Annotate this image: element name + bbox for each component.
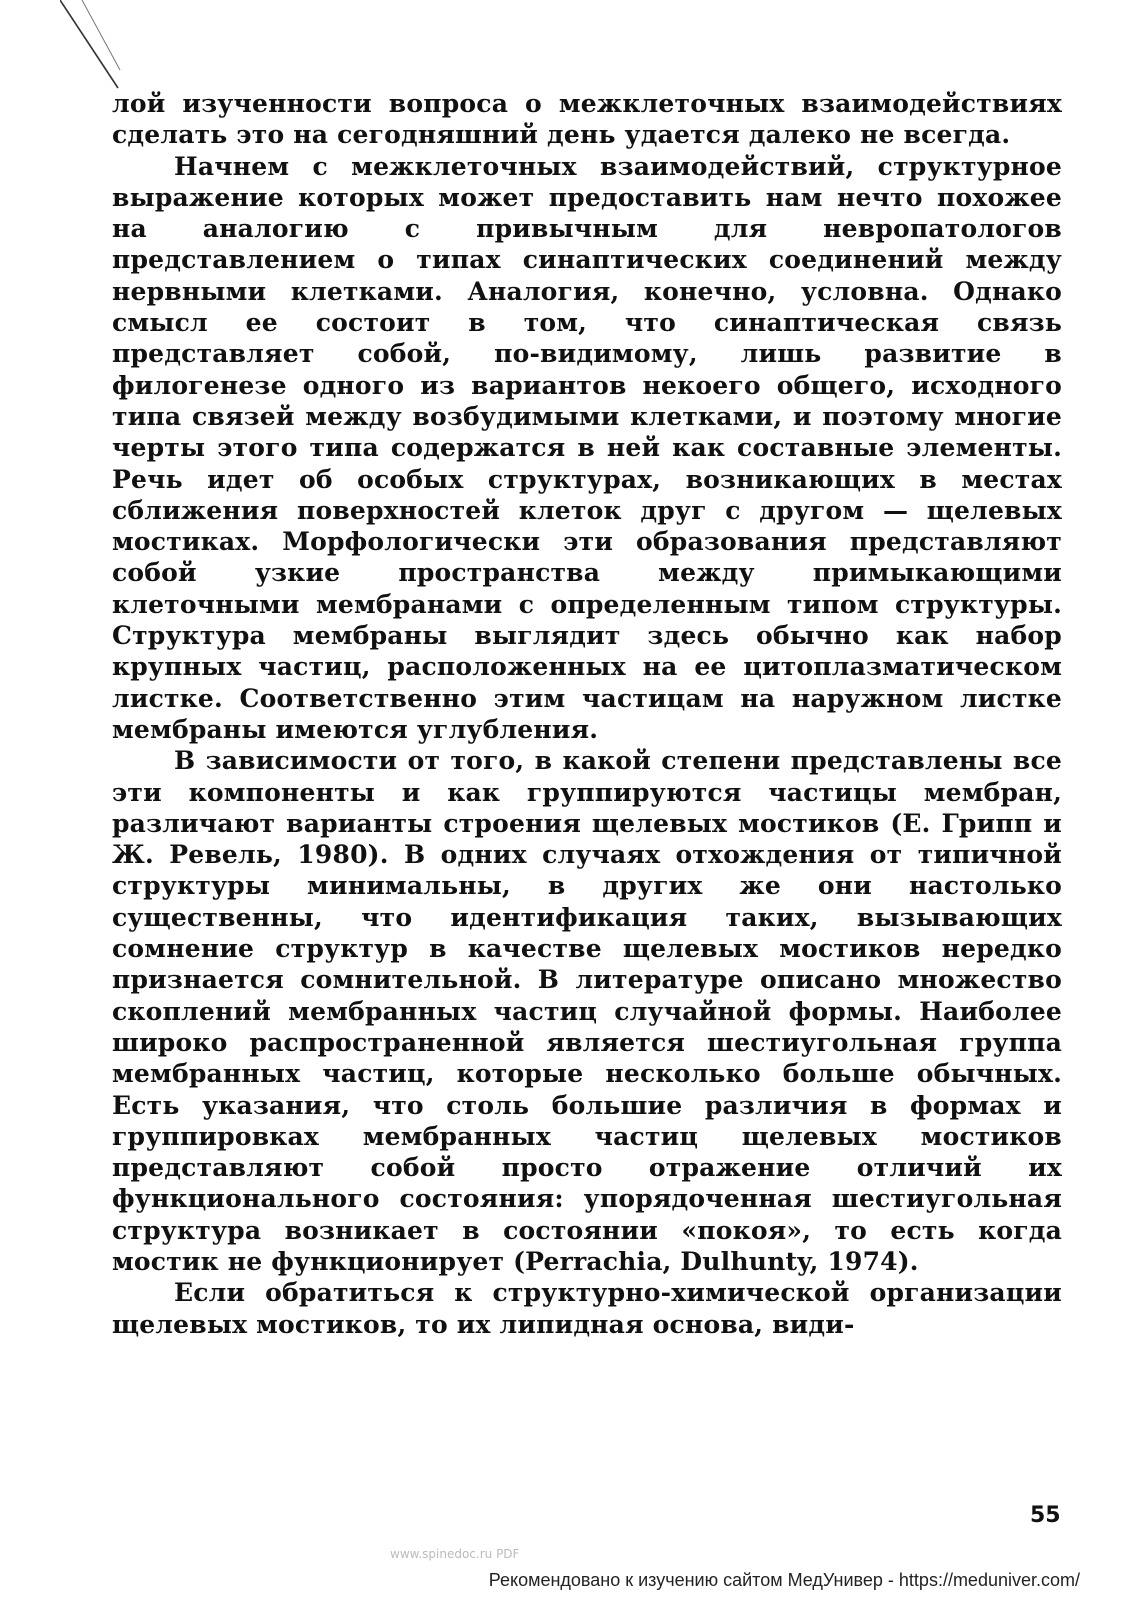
paragraph-3: В зависимости от того, в какой степени представлены все эти компоненты и как группируются частицы мембран, различают варианты строения щелевых мостиков (Е. Грипп и Ж. Ревель, 1980). В одних случаях отхождения от типичной структуры минимальны, в других же они настолько существенны, что идентификация таких, вызывающих сомнение структур в качестве щелевых мостиков нередко признается сомнительной. В литературе описано множество скоплений мембранных частиц случайной формы. Наиболее широко распространенной является шестиугольная группа мембранных частиц, которые несколько больше обычных. Есть указания, что столь большие различия в формах и группировках мембранных частиц щелевых мостиков представляют собой просто отражение отличий их функционального состояния: упорядоченная шестиугольная структура возникает в состоянии «покоя», то есть когда мостик не функционирует (Perrachia, Dulhunty, 1974). bbox=[112, 746, 1062, 1276]
footer-recommendation: Рекомендовано к изучению сайтом МедУнивер - https://meduniver.com/ bbox=[488, 1570, 1080, 1590]
scan-line-artifact bbox=[60, 0, 140, 100]
page-number: 55 bbox=[1030, 1503, 1061, 1528]
footer-watermark: www.spinedoc.ru PDF bbox=[390, 1547, 520, 1561]
document-page bbox=[112, 88, 1062, 1340]
paragraph-4: Если обратиться к структурно-химической организации щелевых мостиков, то их липидная основа, види- bbox=[112, 1278, 1062, 1339]
paragraph-1: лой изученности вопроса о межклеточных взаимодействиях сделать это на сегодняшний день удается далеко не всегда. bbox=[112, 89, 1062, 150]
paragraph-2: Начнем с межклеточных взаимодействий, структурное выражение которых может предоставить нам нечто похожее на аналогию с привычным для невропатологов представлением о типах синаптических соединений между нервными клетками. Аналогия, конечно, условна. Однако смысл ее состоит в том, что синаптическая связь представляет собой, по-видимому, лишь развитие в филогенезе одного из вариантов некоего общего, исходного типа связей между возбудимыми клетками, и поэтому многие черты этого типа содержатся в ней как составные элементы. Речь идет об особых структурах, возникающих в местах сближения поверхностей клеток друг с другом — щелевых мостиках. Морфологически эти образования представляют собой узкие пространства между примыкающими клеточными мембранами с определенным типом структуры. Структура мембраны выглядит здесь обычно как набор крупных частиц, расположенных на ее цитоплазматическом листке. Соответственно этим частицам на наружном листке мембраны имеются углубления. bbox=[112, 151, 1062, 744]
